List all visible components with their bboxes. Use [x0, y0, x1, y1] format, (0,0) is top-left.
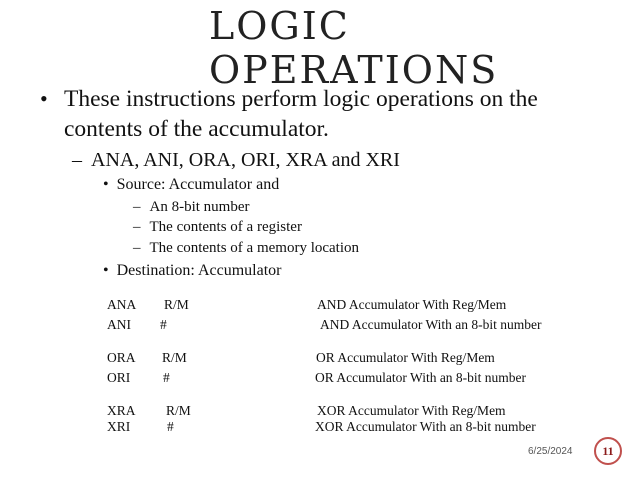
instruction-mnemonic: XRI: [107, 419, 131, 434]
source-item-text: The contents of a register: [149, 219, 302, 235]
source-item: [133, 238, 359, 258]
instruction-description: OR Accumulator With an 8-bit number: [315, 370, 527, 385]
main-bullet-line2: contents of the accumulator.: [64, 116, 329, 142]
destination-bullet: [103, 260, 281, 282]
bullet-marker: •: [103, 176, 109, 193]
slide-title: [209, 4, 509, 92]
source-item: [133, 197, 249, 217]
instruction-operand: R/M: [162, 350, 187, 365]
instruction-mnemonic: ANA: [107, 297, 137, 312]
instruction-mnemonic: XRA: [107, 403, 136, 418]
dash-marker: –: [133, 219, 141, 235]
instruction-mnemonic: ANI: [107, 317, 131, 332]
instruction-mnemonic: ORI: [107, 370, 131, 385]
source-label: Source: Accumulator and: [116, 176, 280, 193]
instruction-description: OR Accumulator With Reg/Mem: [316, 350, 495, 365]
page-number-badge: 11: [594, 437, 622, 465]
instruction-operand: R/M: [164, 297, 189, 312]
destination-label: Destination: Accumulator: [116, 262, 282, 279]
dash-marker: –: [72, 149, 82, 171]
bullet-marker: •: [40, 86, 48, 111]
instruction-operand: #: [160, 317, 167, 332]
source-bullet: [103, 174, 279, 196]
main-bullet-text: [64, 84, 584, 144]
instruction-operand: R/M: [166, 403, 191, 418]
slide-title-line2: OPERATIONS: [209, 48, 499, 92]
sub-bullet-instructions: [72, 147, 400, 173]
instruction-description: AND Accumulator With an 8-bit number: [320, 317, 542, 332]
instruction-description: XOR Accumulator With an 8-bit number: [315, 419, 536, 434]
instruction-operand: #: [163, 370, 170, 385]
source-item: [133, 217, 302, 237]
instruction-mnemonic: ORA: [107, 350, 136, 365]
slide-title-line1: LOGIC: [209, 4, 350, 48]
dash-marker: –: [133, 240, 141, 256]
instruction-description: XOR Accumulator With Reg/Mem: [317, 403, 506, 418]
bullet-marker: •: [103, 262, 109, 279]
source-item-text: The contents of a memory location: [149, 240, 360, 256]
main-bullet-line1: These instructions perform logic operations on the: [64, 86, 538, 112]
instruction-operand: #: [167, 419, 174, 434]
instructions-list-text: ANA, ANI, ORA, ORI, XRA and XRI: [91, 149, 400, 171]
slide-date: 6/25/2024: [528, 446, 573, 457]
source-item-text: An 8-bit number: [149, 199, 250, 215]
instruction-description: AND Accumulator With Reg/Mem: [317, 297, 507, 312]
dash-marker: –: [133, 199, 141, 215]
